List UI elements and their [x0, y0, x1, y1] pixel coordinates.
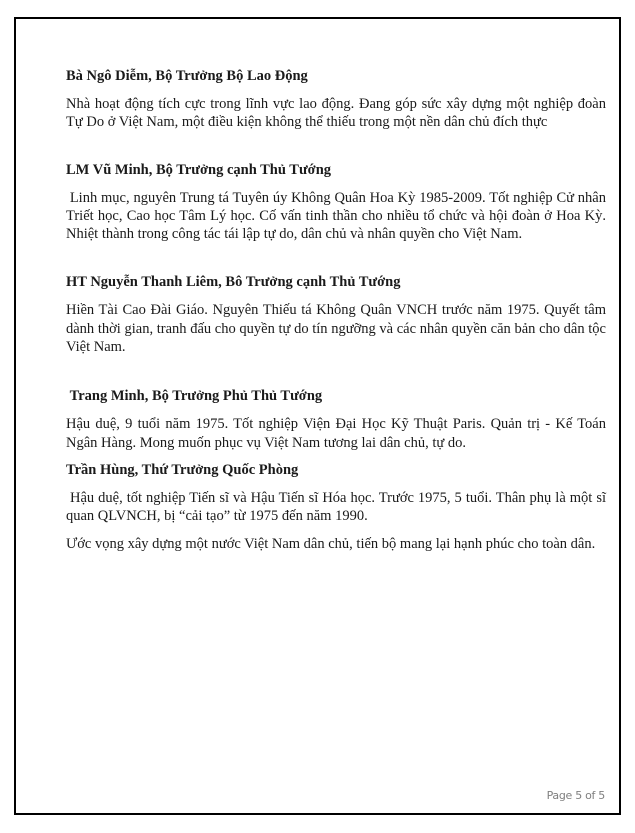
- entry-paragraph: Nhà hoạt động tích cực trong lĩnh vực lao động. Đang góp sức xây dựng một nghiệp đoàn Tự Do ở Việt Nam, một điều kiện không thể thiếu trong một nền dân chủ đích thực: [66, 96, 606, 131]
- entry-title: Trang Minh, Bộ Trưởng Phủ Thủ Tướng: [66, 388, 323, 405]
- entry-paragraph: Hiền Tài Cao Đài Giáo. Nguyên Thiếu tá Không Quân VNCH trước năm 1975. Quyết tâm dành thời gian, tranh đấu cho quyền tự do tín ngưỡng và các nhân quyền căn bản cho dân tộc Việt Nam.: [66, 302, 606, 356]
- entry-title: HT Nguyễn Thanh Liêm, Bô Trưởng cạnh Thủ Tướng: [66, 274, 401, 291]
- entry-nguyen-thanh-liem: [66, 273, 606, 356]
- entry-paragraph: Hậu duệ, 9 tuổi năm 1975. Tốt nghiệp Viện Đại Học Kỹ Thuật Paris. Quản trị - Kế Toán Ngân Hàng. Mong muốn phục vụ Việt Nam tương lai dân chủ, tự do.: [66, 416, 606, 451]
- entry-ngo-diem: [66, 67, 606, 132]
- page-number: Page 5 of 5: [546, 789, 605, 802]
- entry-paragraph: Hậu duệ, tốt nghiệp Tiến sĩ và Hậu Tiến sĩ Hóa học. Trước 1975, 5 tuổi. Thân phụ là một sĩ quan QLVNCH, bị “cải tạo” từ 1975 đến năm 1990.: [66, 489, 606, 525]
- entry-title: Trần Hùng, Thứ Trưởng Quốc Phòng: [66, 461, 299, 478]
- entry-paragraph: Linh mục, nguyên Trung tá Tuyên úy Không Quân Hoa Kỳ 1985-2009. Tốt nghiệp Cử nhân Triết học, Cao học Tâm Lý học. Cố vấn tinh thần cho nhiều tổ chức và hội đoàn ở Hoa Kỳ. Nhiệt thành trong công tác tái lập tự do, dân chủ và nhân quyền cho Việt Nam.: [66, 189, 606, 243]
- document-content: [66, 67, 606, 553]
- entry-vu-minh: [66, 161, 606, 244]
- entry-tran-hung: [66, 461, 606, 553]
- entry-trang-minh: [66, 387, 606, 452]
- entry-title: LM Vũ Minh, Bộ Trưởng cạnh Thủ Tướng: [66, 161, 332, 178]
- entry-paragraph: Ước vọng xây dựng một nước Việt Nam dân chủ, tiến bộ mang lại hạnh phúc cho toàn dân.: [66, 535, 596, 552]
- entry-title: Bà Ngô Diễm, Bộ Trưởng Bộ Lao Động: [66, 68, 308, 84]
